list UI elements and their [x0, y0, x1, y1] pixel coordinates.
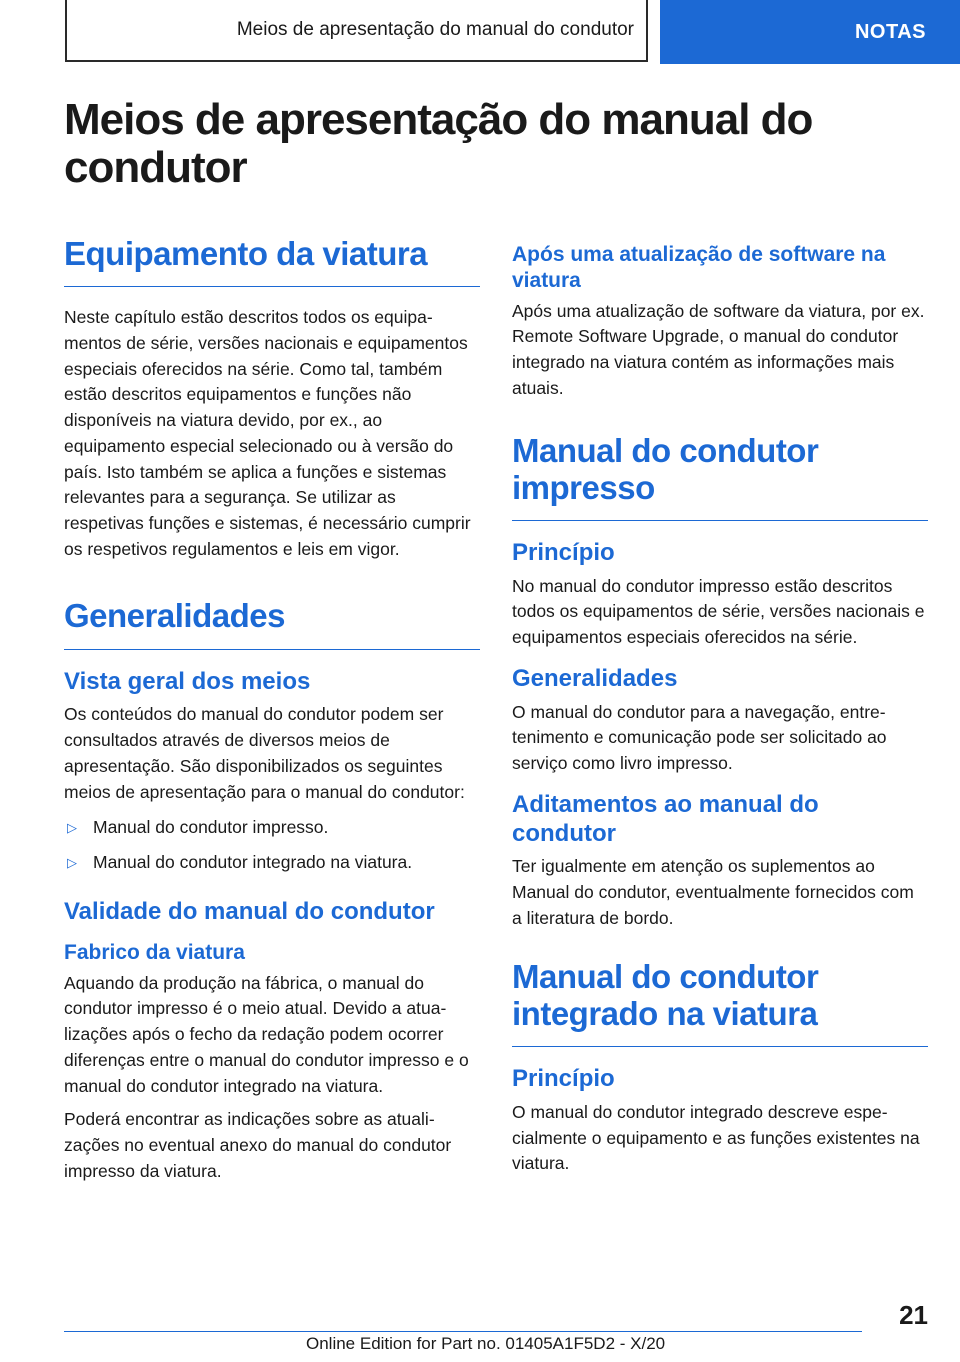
list-item: ▷ Manual do condutor impresso.	[64, 815, 480, 841]
list-item: ▷ Manual do condutor integrado na viatura.	[64, 850, 480, 876]
heading-software-update: Após uma atualização de software na viatura	[512, 243, 886, 293]
heading-general: Generalidades	[64, 598, 480, 649]
heading-vehicle-production: Fabrico da viatura	[64, 941, 245, 965]
edition-footer: Online Edition for Part no. 01405A1F5D2 - X/20	[306, 1334, 666, 1353]
paragraph-printed-principle: No manual do condutor impresso estão descritos todos os equipamentos de série, versões nacionais e equipamentos especiais oferecidos na série.	[512, 575, 925, 648]
heading-integrated-principle: Princípio	[512, 1065, 615, 1093]
section-tab-label: NOTAS	[854, 20, 926, 43]
bullet-triangle-icon: ▷	[67, 820, 77, 836]
paragraph-integrated-principle: O manual do condutor integrado descreve especialmente o equipamento e as funções existentes na viatura.	[512, 1101, 920, 1174]
section-tab[interactable]	[660, 0, 960, 64]
paragraph-production-1: Aquando da produção na fábrica, o manual do condutor impresso é o meio atual. Devido a atualizações após o fecho da redação podem ocorrer diferenças entre o manual do condutor impresso e o manual do condutor integrado na viatura.	[64, 972, 469, 1096]
section-printed-manual	[512, 433, 928, 931]
page-number: 21	[899, 1300, 928, 1330]
paragraph-equipment: Neste capítulo estão descritos todos os equipamentos de série, versões nacionais e equipamentos especiais oferecidos na série. Como tal, também estão descritos equipamentos e funções não disponíveis na viatura devido, por ex., ao equipamento especial selecionado ou à versão do país. Isto também se aplica a funções e sistemas relevantes para a segurança. Se utilizar as respetivas funções e sistemas, é necessário cumprir os respetivos regulamentos e leis em vigor.	[64, 307, 471, 559]
paragraph-printed-general: O manual do condutor para a navegação, entretenimento e comunicação pode ser solicitado ao serviço como livro impresso.	[512, 701, 887, 774]
paragraph-media-overview: Os conteúdos do manual do condutor podem ser consultados através de diversos meios de apresentação. São disponibilizados os seguintes meios de apresentação para o manual do condutor:	[64, 704, 465, 802]
section-software-update	[512, 242, 928, 401]
section-general	[64, 598, 480, 1184]
section-equipment	[64, 236, 480, 562]
bullet-triangle-icon: ▷	[67, 854, 77, 870]
heading-equipment: Equipamento da viatura	[64, 236, 480, 287]
heading-integrated-manual: Manual do condutor integrado na viatura	[512, 959, 928, 1047]
paragraph-addenda: Ter igualmente em atenção os suplementos ao Manual do condutor, eventualmente fornecidos com a literatura de bordo.	[512, 856, 914, 928]
left-column	[64, 236, 480, 1198]
heading-addenda: Aditamentos ao manual do condutor	[512, 790, 819, 847]
page-title: Meios de apresentação do manual do condutor	[64, 95, 813, 193]
footer-divider	[64, 1331, 862, 1332]
section-integrated-manual	[512, 959, 928, 1177]
paragraph-production-2: Poderá encontrar as indicações sobre as atualizações no eventual anexo do manual do condutor impresso da viatura.	[64, 1109, 452, 1181]
media-list	[64, 815, 480, 875]
chapter-header	[65, 0, 648, 62]
heading-printed-principle: Princípio	[512, 538, 615, 566]
right-column	[512, 242, 928, 1191]
heading-validity: Validade do manual do condutor	[64, 897, 435, 925]
heading-media-overview: Vista geral dos meios	[64, 667, 311, 695]
heading-printed-general: Generalidades	[512, 664, 678, 692]
paragraph-software-update: Após uma atualização de software da viatura, por ex. Remote Software Upgrade, o manual do condutor integrado na viatura contém as informações mais atuais.	[512, 300, 925, 398]
heading-printed-manual: Manual do condutor impresso	[512, 433, 928, 521]
chapter-title: Meios de apresentação do manual do condutor	[236, 19, 634, 40]
